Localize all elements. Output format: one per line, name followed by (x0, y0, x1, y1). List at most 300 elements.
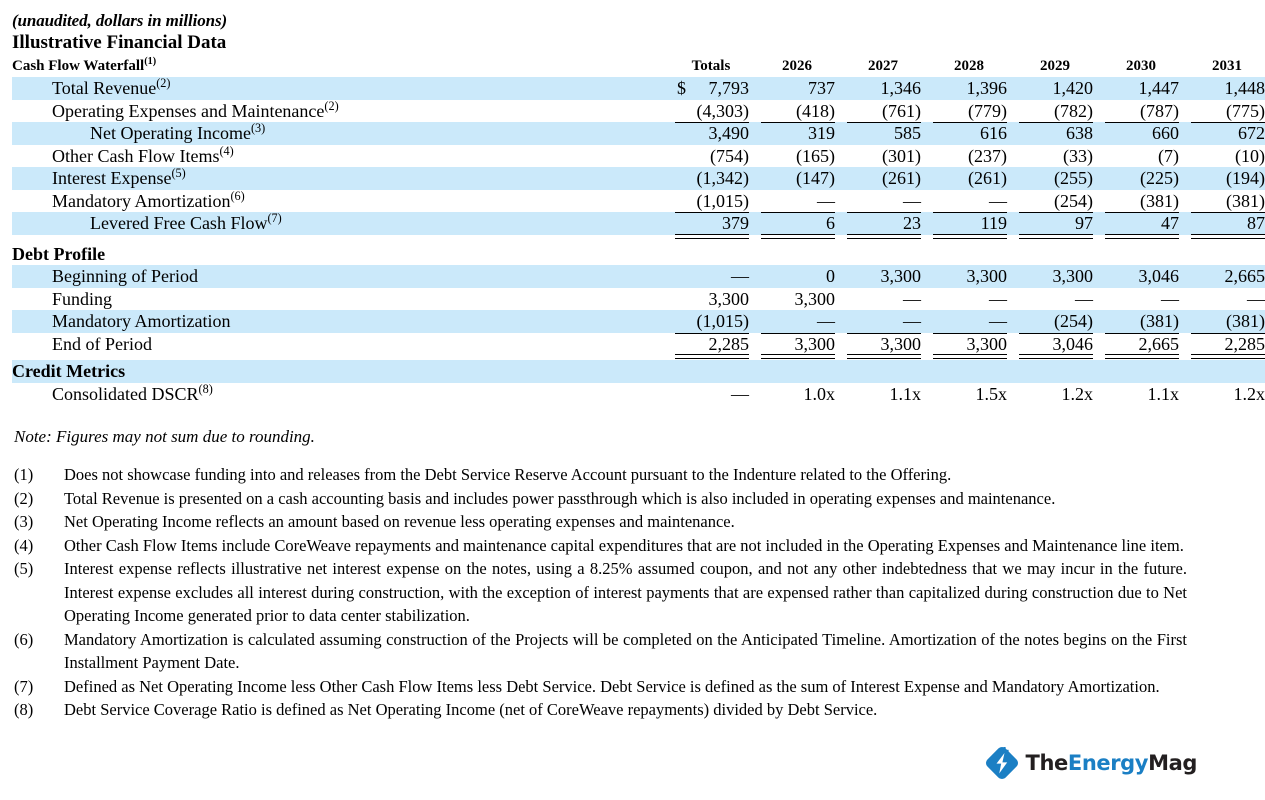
table-cell (675, 122, 749, 145)
column-header-text: 2027 (868, 58, 898, 74)
column-header-text: 2029 (1040, 58, 1070, 74)
table-cell (1019, 265, 1093, 288)
cell-value: (7) (1158, 145, 1179, 166)
row-label-text: Funding (52, 288, 113, 309)
table-cell (1191, 167, 1265, 190)
table-cell (1105, 77, 1179, 100)
column-gap (835, 310, 847, 333)
column-header (1019, 56, 1093, 77)
table-cell (1019, 360, 1093, 383)
cell-value: 2,285 (1224, 333, 1265, 354)
table-cell (675, 288, 749, 311)
row-label (12, 212, 675, 235)
table-cell (675, 265, 749, 288)
column-header-text: 2026 (782, 58, 812, 74)
footnote-ref[interactable]: (8) (198, 381, 213, 396)
column-gap (921, 122, 933, 145)
cell-value: (4,303) (696, 100, 749, 121)
row-label-text: End of Period (52, 333, 152, 354)
table-cell (847, 265, 921, 288)
column-gap (1179, 100, 1191, 123)
footnote-ref[interactable]: (6) (230, 188, 245, 203)
column-gap (749, 122, 761, 145)
table-cell (761, 288, 835, 311)
row-label (12, 167, 675, 190)
cell-value: 1.5x (975, 383, 1007, 404)
cell-value: (381) (1140, 311, 1179, 331)
column-gap (1093, 360, 1105, 383)
table-row (12, 310, 1265, 333)
cell-value: (301) (882, 145, 921, 166)
table-cell (1105, 190, 1179, 213)
cell-value: 7,793 (708, 78, 749, 98)
currency-symbol: $ (677, 78, 686, 98)
footnote-text: Net Operating Income reflects an amount based on revenue less operating expenses and maintenance. (64, 512, 735, 531)
footnote-marker: (4) (14, 535, 34, 555)
column-gap (835, 56, 847, 77)
cell-value: (1,015) (696, 311, 749, 331)
cell-value: 585 (894, 123, 921, 143)
table-cell (1019, 333, 1093, 356)
column-header-text: Totals (691, 58, 731, 74)
column-gap (749, 212, 761, 235)
table-row (12, 383, 1265, 406)
column-gap (921, 383, 933, 406)
column-gap (1007, 122, 1019, 145)
cell-value: 3,300 (1052, 266, 1093, 286)
cell-value: (225) (1140, 168, 1179, 188)
column-gap (1093, 190, 1105, 213)
footnote-marker: (5) (14, 559, 34, 578)
cell-value: 1.1x (889, 383, 921, 404)
column-gap (1093, 243, 1105, 266)
table-row (12, 122, 1265, 145)
cell-value: (1,342) (696, 168, 749, 188)
footnote-marker: (7) (14, 676, 34, 696)
cell-value: 3,300 (794, 288, 835, 309)
column-gap (835, 167, 847, 190)
table-cell (1191, 288, 1265, 311)
column-gap (749, 360, 761, 383)
column-gap (1093, 310, 1105, 333)
footnote-item (14, 628, 1195, 675)
cell-value: 379 (722, 213, 749, 233)
table-cell (1191, 145, 1265, 168)
column-gap (749, 77, 761, 100)
column-gap (1179, 212, 1191, 235)
footnote-text: Mandatory Amortization is calculated assuming construction of the Projects will be completed on the Anticipated Timeline. Amortization of the notes begins on the First Installment Payment Date. (64, 629, 1187, 672)
footnote-ref[interactable]: (2) (324, 98, 339, 113)
footnote-ref[interactable]: (7) (267, 211, 282, 225)
cell-value: (754) (710, 145, 749, 166)
table-cell (933, 383, 1007, 406)
column-gap (835, 145, 847, 168)
cell-value: 6 (826, 213, 835, 233)
row-label-text: Consolidated DSCR (52, 383, 199, 404)
cell-value: 3,046 (1138, 266, 1179, 286)
unaudited-subtitle: (unaudited, dollars in millions) (12, 11, 228, 30)
cell-value: 672 (1238, 123, 1265, 143)
table-cell (675, 77, 749, 100)
table-cell (1191, 77, 1265, 100)
table-cell (761, 145, 835, 168)
cell-value: (254) (1054, 311, 1093, 331)
column-gap (835, 333, 847, 356)
table-cell (847, 122, 921, 145)
table-cell (847, 212, 921, 235)
cell-value: — (903, 311, 921, 331)
cell-value: 1.0x (803, 383, 835, 404)
column-gap (1179, 77, 1191, 100)
table-cell (847, 77, 921, 100)
column-header (1105, 56, 1179, 77)
table-cell (847, 167, 921, 190)
table-cell (1105, 212, 1179, 235)
cell-value: 1.2x (1061, 383, 1093, 404)
page-title: Illustrative Financial Data (12, 32, 227, 53)
column-gap (1007, 212, 1019, 235)
footnote-marker: (2) (14, 488, 34, 508)
table-cell (1191, 383, 1265, 406)
row-label-text: Beginning of Period (52, 266, 198, 286)
table-cell (1019, 212, 1093, 235)
table-cell (761, 265, 835, 288)
column-gap (749, 243, 761, 266)
table-cell (1105, 145, 1179, 168)
column-gap (835, 190, 847, 213)
section-title (12, 243, 675, 266)
section-title-text: Debt Profile (12, 243, 106, 264)
column-gap (1007, 360, 1019, 383)
table-cell (1105, 100, 1179, 123)
column-gap (1179, 288, 1191, 311)
footnote-marker: (8) (14, 700, 34, 719)
cell-value: 1,396 (966, 78, 1007, 98)
table-cell (847, 100, 921, 123)
footnote-ref[interactable]: (3) (250, 121, 266, 135)
column-gap (1179, 145, 1191, 168)
column-gap (749, 56, 761, 77)
footnote-ref[interactable]: (2) (156, 76, 171, 90)
column-gap (835, 100, 847, 123)
column-gap (1093, 122, 1105, 145)
cell-value: 3,300 (880, 266, 921, 286)
table-cell (1191, 122, 1265, 145)
cell-value: 23 (903, 213, 921, 233)
row-label (12, 265, 675, 288)
table-cell (1191, 310, 1265, 333)
column-gap (749, 333, 761, 356)
cell-value: 47 (1161, 213, 1179, 233)
table-cell (847, 310, 921, 333)
table-cell (933, 145, 1007, 168)
column-gap (1093, 265, 1105, 288)
logo-text-the: The (1025, 751, 1068, 775)
column-gap (1179, 122, 1191, 145)
row-label-text: Levered Free Cash Flow (90, 213, 268, 233)
footnote-ref[interactable]: (4) (219, 143, 234, 158)
cell-value: 660 (1152, 123, 1179, 143)
cell-value: (237) (968, 145, 1007, 166)
cell-value: 638 (1066, 123, 1093, 143)
table-cell (1105, 288, 1179, 311)
column-gap (1093, 333, 1105, 356)
footnote-text: Other Cash Flow Items include CoreWeave repayments and maintenance capital expenditures that are not included in the Operating Expenses and Maintenance line item. (64, 535, 1184, 555)
footnote-ref[interactable]: (1) (144, 56, 157, 67)
column-gap (921, 145, 933, 168)
table-cell (675, 167, 749, 190)
cell-value: 1.2x (1233, 383, 1265, 404)
cell-value: — (989, 190, 1007, 211)
row-label-text: Total Revenue (52, 78, 157, 98)
table-row (12, 77, 1265, 100)
footnote-item (14, 698, 1195, 722)
column-gap (1007, 77, 1019, 100)
column-gap (749, 383, 761, 406)
column-gap (1007, 243, 1019, 266)
table-row (12, 265, 1265, 288)
column-gap (921, 243, 933, 266)
cell-value: — (1161, 288, 1179, 309)
column-gap (1179, 56, 1191, 77)
table-cell (1191, 333, 1265, 356)
column-gap (1179, 360, 1191, 383)
footnote-marker: (3) (14, 512, 34, 531)
column-gap (835, 243, 847, 266)
table-cell (1019, 145, 1093, 168)
column-gap (921, 167, 933, 190)
rounding-note: Note: Figures may not sum due to rounding. (14, 427, 315, 446)
cell-value: (147) (796, 168, 835, 188)
cell-value: (10) (1235, 145, 1265, 166)
cell-value: 2,665 (1224, 266, 1265, 286)
row-label (12, 333, 675, 356)
cell-value: 1,448 (1224, 78, 1265, 98)
logo-wordmark (1026, 751, 1197, 775)
column-gap (1007, 190, 1019, 213)
table-cell (675, 190, 749, 213)
table-cell (933, 333, 1007, 356)
cell-value: 3,300 (794, 333, 835, 354)
table-cell (933, 100, 1007, 123)
cell-value: — (731, 266, 749, 286)
table-cell (847, 360, 921, 383)
cell-value: (418) (796, 100, 835, 121)
table-cell (1019, 243, 1093, 266)
row-label (12, 100, 675, 123)
row-label-text: Mandatory Amortization (52, 311, 231, 331)
footnote-ref[interactable]: (5) (171, 166, 186, 180)
table-cell (933, 122, 1007, 145)
column-gap (749, 265, 761, 288)
cell-value: — (1247, 288, 1265, 309)
column-gap (1007, 333, 1019, 356)
table-cell (761, 212, 835, 235)
column-gap (1093, 288, 1105, 311)
table-cell (761, 190, 835, 213)
lightning-bolt-icon (985, 746, 1019, 780)
cell-value: 2,285 (708, 333, 749, 354)
column-gap (1179, 265, 1191, 288)
cell-value: (782) (1054, 100, 1093, 121)
cell-value: (779) (968, 100, 1007, 121)
row-label-text: Other Cash Flow Items (52, 145, 220, 166)
footnote-text: Total Revenue is presented on a cash accounting basis and includes power passthrough which is also included in operating expenses and maintenance. (64, 488, 1056, 508)
column-gap (1007, 310, 1019, 333)
column-gap (921, 288, 933, 311)
table-cell (933, 167, 1007, 190)
column-gap (1093, 145, 1105, 168)
logo-text-mag: Mag (1148, 751, 1197, 775)
column-gap (1179, 243, 1191, 266)
footnotes-list (14, 463, 1195, 722)
table-cell (1105, 122, 1179, 145)
column-gap (749, 288, 761, 311)
table-cell (933, 212, 1007, 235)
table-row (12, 100, 1265, 123)
column-gap (1007, 288, 1019, 311)
column-gap (749, 100, 761, 123)
table-cell (1019, 122, 1093, 145)
column-header (847, 56, 921, 77)
footnote-text: Interest expense reflects illustrative net interest expense on the notes, using a 8.25% assumed coupon, and not any other indebtedness that we may incur in the future. Interest expense excludes all interest during construction, with the exception of interest payments that are expensed rather than capitalized during construction due to Net Operating Income generated prior to data center stabilization. (64, 559, 1187, 625)
table-cell (761, 383, 835, 406)
row-label (12, 190, 675, 213)
table-cell (1019, 77, 1093, 100)
table-row (12, 167, 1265, 190)
cell-value: (194) (1226, 168, 1265, 188)
row-label-text: Mandatory Amortization (52, 190, 231, 211)
cell-value: 1,420 (1052, 78, 1093, 98)
column-gap (835, 265, 847, 288)
footnote-text: Debt Service Coverage Ratio is defined as Net Operating Income (net of CoreWeave repayments) divided by Debt Service. (64, 700, 878, 719)
column-gap (1093, 56, 1105, 77)
cell-value: 319 (808, 123, 835, 143)
table-cell (1019, 288, 1093, 311)
column-gap (1007, 145, 1019, 168)
column-gap (1007, 56, 1019, 77)
table-cell (933, 265, 1007, 288)
table-cell (847, 288, 921, 311)
table-cell (1105, 167, 1179, 190)
column-gap (835, 122, 847, 145)
row-label-text: Net Operating Income (90, 123, 251, 143)
table-cell (847, 243, 921, 266)
cell-value: 1,447 (1138, 78, 1179, 98)
cell-value: (261) (882, 168, 921, 188)
table-row (12, 288, 1265, 311)
cell-value: 3,046 (1052, 333, 1093, 354)
cell-value: 2,665 (1138, 333, 1179, 354)
footnote-item (14, 534, 1195, 558)
column-header (675, 56, 749, 77)
column-gap (921, 190, 933, 213)
table-cell (1191, 100, 1265, 123)
row-label-text: Operating Expenses and Maintenance (52, 100, 325, 121)
column-header (933, 56, 1007, 77)
cell-value: (254) (1054, 190, 1093, 211)
table-cell (933, 360, 1007, 383)
cell-value: (761) (882, 100, 921, 121)
table-row (12, 145, 1265, 168)
logo-text-energy: Energy (1067, 751, 1149, 775)
cell-value: — (989, 311, 1007, 331)
table-cell (1191, 212, 1265, 235)
table-cell (761, 333, 835, 356)
column-gap (1007, 383, 1019, 406)
table-cell (1105, 265, 1179, 288)
table-cell (761, 360, 835, 383)
section-header-row (12, 243, 1265, 266)
table-cell (761, 77, 835, 100)
column-gap (1179, 167, 1191, 190)
cell-value: (255) (1054, 168, 1093, 188)
column-gap (1179, 310, 1191, 333)
cell-value: (33) (1063, 145, 1093, 166)
row-label-text: Interest Expense (52, 168, 172, 188)
column-gap (1179, 190, 1191, 213)
table-cell (933, 310, 1007, 333)
cell-value: 0 (826, 266, 835, 286)
cell-value: — (817, 190, 835, 211)
table-cell (847, 145, 921, 168)
table-cell (1019, 167, 1093, 190)
column-gap (835, 360, 847, 383)
table-cell (1019, 190, 1093, 213)
section-header-row (12, 360, 1265, 383)
cell-value: 737 (808, 78, 835, 98)
column-gap (749, 145, 761, 168)
section-title-text: Credit Metrics (12, 361, 126, 381)
row-label (12, 77, 675, 100)
table-cell (1019, 310, 1093, 333)
column-header (761, 56, 835, 77)
column-gap (1007, 265, 1019, 288)
table-cell (675, 100, 749, 123)
table-cell (1105, 243, 1179, 266)
column-gap (1179, 383, 1191, 406)
cell-value: 3,300 (880, 333, 921, 354)
column-gap (921, 212, 933, 235)
column-gap (1093, 77, 1105, 100)
cell-value: (381) (1226, 311, 1265, 331)
table-cell (761, 100, 835, 123)
row-label (12, 288, 675, 311)
footnote-text: Defined as Net Operating Income less Other Cash Flow Items less Debt Service. Debt Service is defined as the sum of Interest Expense and Mandatory Amortization. (64, 676, 1160, 696)
column-header (1191, 56, 1265, 77)
cell-value: (1,015) (696, 190, 749, 211)
column-gap (1093, 212, 1105, 235)
table-cell (1105, 360, 1179, 383)
table-cell (847, 383, 921, 406)
column-gap (921, 56, 933, 77)
column-gap (921, 310, 933, 333)
table-cell (675, 383, 749, 406)
table-cell (761, 310, 835, 333)
cell-value: (787) (1140, 100, 1179, 121)
column-gap (1007, 167, 1019, 190)
row-label (12, 383, 675, 406)
table-row (12, 190, 1265, 213)
column-gap (1093, 167, 1105, 190)
table-cell (675, 243, 749, 266)
footnote-item (14, 510, 1195, 534)
table-cell (1191, 265, 1265, 288)
cell-value: 119 (980, 213, 1007, 233)
table-cell (1019, 383, 1093, 406)
cell-value: — (1075, 288, 1093, 309)
section-title (12, 360, 675, 383)
